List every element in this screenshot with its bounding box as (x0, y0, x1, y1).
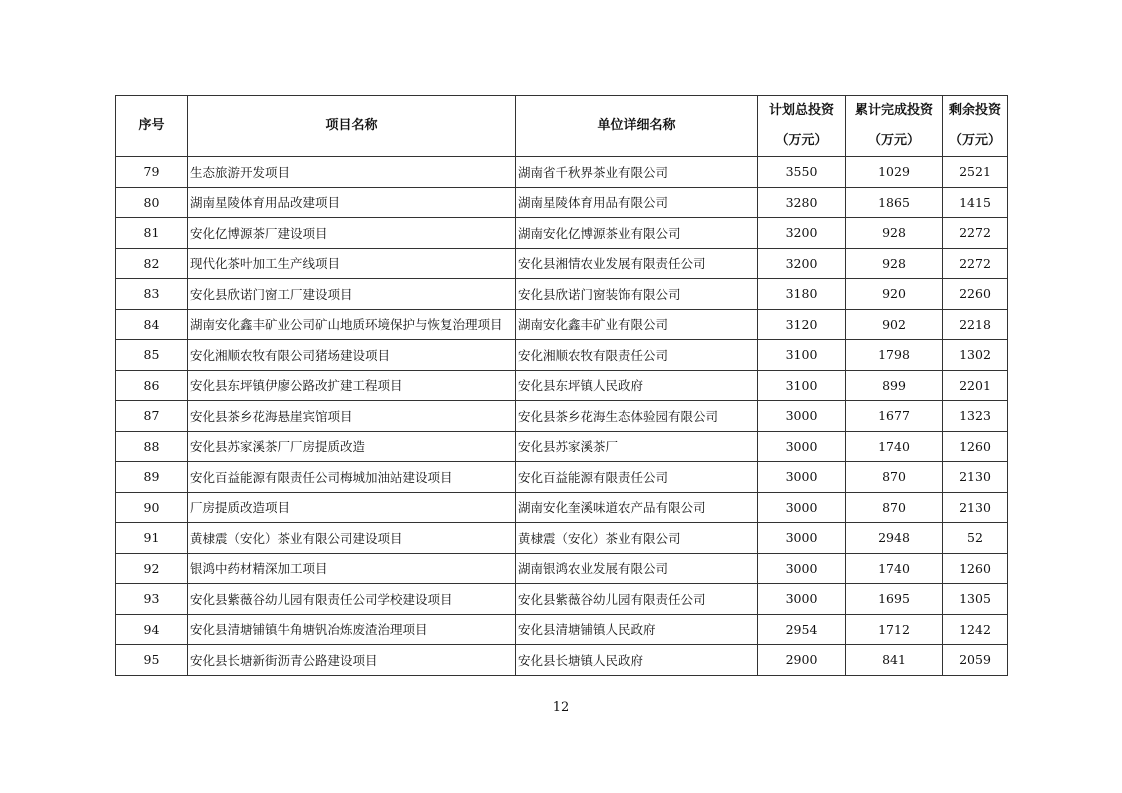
cell-remaining: 2260 (943, 279, 1008, 310)
cell-completed: 928 (846, 218, 943, 249)
table-row (116, 187, 1008, 218)
header-planned: 计划总投资（万元） (758, 96, 846, 157)
cell-project: 安化湘顺农牧有限公司猪场建设项目 (188, 340, 516, 371)
cell-unit: 安化县湘情农业发展有限责任公司 (516, 248, 758, 279)
table-row (116, 553, 1008, 584)
table-row (116, 309, 1008, 340)
cell-no: 89 (116, 462, 188, 493)
cell-planned: 3550 (758, 157, 846, 188)
cell-planned: 3000 (758, 523, 846, 554)
cell-unit: 湖南星陵体育用品有限公司 (516, 187, 758, 218)
cell-completed: 1865 (846, 187, 943, 218)
cell-planned: 2954 (758, 614, 846, 645)
cell-planned: 3000 (758, 584, 846, 615)
cell-remaining: 1260 (943, 553, 1008, 584)
cell-unit: 安化县欣诺门窗装饰有限公司 (516, 279, 758, 310)
cell-remaining: 2130 (943, 492, 1008, 523)
cell-planned: 3120 (758, 309, 846, 340)
cell-remaining: 1415 (943, 187, 1008, 218)
cell-no: 86 (116, 370, 188, 401)
cell-completed: 870 (846, 492, 943, 523)
cell-no: 87 (116, 401, 188, 432)
cell-planned: 3200 (758, 218, 846, 249)
cell-no: 93 (116, 584, 188, 615)
cell-remaining: 1242 (943, 614, 1008, 645)
header-no: 序号 (116, 96, 188, 157)
table-row (116, 431, 1008, 462)
cell-project: 银鸿中药材精深加工项目 (188, 553, 516, 584)
header-project: 项目名称 (188, 96, 516, 157)
cell-unit: 安化县清塘铺镇人民政府 (516, 614, 758, 645)
cell-unit: 安化县长塘镇人民政府 (516, 645, 758, 676)
cell-remaining: 1305 (943, 584, 1008, 615)
cell-planned: 3280 (758, 187, 846, 218)
cell-completed: 899 (846, 370, 943, 401)
cell-completed: 1740 (846, 553, 943, 584)
cell-completed: 841 (846, 645, 943, 676)
cell-unit: 安化湘顺农牧有限责任公司 (516, 340, 758, 371)
cell-no: 95 (116, 645, 188, 676)
cell-unit: 湖南省千秋界茶业有限公司 (516, 157, 758, 188)
cell-project: 安化县苏家溪茶厂厂房提质改造 (188, 431, 516, 462)
header-unit: 单位详细名称 (516, 96, 758, 157)
cell-no: 94 (116, 614, 188, 645)
table-row (116, 645, 1008, 676)
table-row (116, 523, 1008, 554)
cell-remaining: 1323 (943, 401, 1008, 432)
table-header-row (116, 96, 1008, 157)
cell-project: 生态旅游开发项目 (188, 157, 516, 188)
cell-project: 安化县东坪镇伊廖公路改扩建工程项目 (188, 370, 516, 401)
table-row (116, 218, 1008, 249)
cell-unit: 湖南安化亿博源茶业有限公司 (516, 218, 758, 249)
cell-completed: 1740 (846, 431, 943, 462)
table-row (116, 492, 1008, 523)
table-row (116, 248, 1008, 279)
cell-planned: 3000 (758, 401, 846, 432)
cell-completed: 1712 (846, 614, 943, 645)
cell-project: 安化百益能源有限责任公司梅城加油站建设项目 (188, 462, 516, 493)
cell-unit: 湖南安化奎溪味道农产品有限公司 (516, 492, 758, 523)
cell-completed: 1695 (846, 584, 943, 615)
table-row (116, 462, 1008, 493)
table-row (116, 279, 1008, 310)
cell-unit: 安化县紫薇谷幼儿园有限责任公司 (516, 584, 758, 615)
cell-project: 厂房提质改造项目 (188, 492, 516, 523)
cell-unit: 安化县苏家溪茶厂 (516, 431, 758, 462)
table-row (116, 340, 1008, 371)
cell-remaining: 2218 (943, 309, 1008, 340)
cell-planned: 3000 (758, 462, 846, 493)
cell-project: 安化县紫薇谷幼儿园有限责任公司学校建设项目 (188, 584, 516, 615)
cell-planned: 3000 (758, 492, 846, 523)
cell-unit: 安化县茶乡花海生态体验园有限公司 (516, 401, 758, 432)
cell-completed: 2948 (846, 523, 943, 554)
cell-remaining: 2521 (943, 157, 1008, 188)
cell-no: 82 (116, 248, 188, 279)
table-row (116, 157, 1008, 188)
cell-unit: 湖南银鸿农业发展有限公司 (516, 553, 758, 584)
cell-remaining: 52 (943, 523, 1008, 554)
cell-no: 88 (116, 431, 188, 462)
cell-planned: 3100 (758, 340, 846, 371)
cell-no: 81 (116, 218, 188, 249)
cell-remaining: 2201 (943, 370, 1008, 401)
table-row (116, 584, 1008, 615)
cell-completed: 870 (846, 462, 943, 493)
cell-remaining: 1302 (943, 340, 1008, 371)
cell-planned: 3000 (758, 553, 846, 584)
cell-project: 黄棣震（安化）茶业有限公司建设项目 (188, 523, 516, 554)
cell-remaining: 2130 (943, 462, 1008, 493)
header-remaining: 剩余投资（万元） (943, 96, 1008, 157)
cell-completed: 1029 (846, 157, 943, 188)
cell-remaining: 1260 (943, 431, 1008, 462)
cell-no: 92 (116, 553, 188, 584)
cell-no: 79 (116, 157, 188, 188)
cell-project: 湖南安化鑫丰矿业公司矿山地质环境保护与恢复治理项目 (188, 309, 516, 340)
cell-unit: 湖南安化鑫丰矿业有限公司 (516, 309, 758, 340)
cell-no: 83 (116, 279, 188, 310)
header-completed: 累计完成投资（万元） (846, 96, 943, 157)
table-row (116, 401, 1008, 432)
cell-remaining: 2272 (943, 218, 1008, 249)
cell-unit: 黄棣震（安化）茶业有限公司 (516, 523, 758, 554)
page-number: 12 (552, 700, 570, 715)
cell-project: 安化亿博源茶厂建设项目 (188, 218, 516, 249)
cell-project: 安化县茶乡花海悬崖宾馆项目 (188, 401, 516, 432)
cell-no: 84 (116, 309, 188, 340)
cell-unit: 安化县东坪镇人民政府 (516, 370, 758, 401)
table-body (116, 157, 1008, 676)
cell-project: 现代化茶叶加工生产线项目 (188, 248, 516, 279)
cell-remaining: 2059 (943, 645, 1008, 676)
cell-project: 安化县欣诺门窗工厂建设项目 (188, 279, 516, 310)
cell-planned: 3200 (758, 248, 846, 279)
cell-project: 安化县清塘铺镇牛角塘钒冶炼废渣治理项目 (188, 614, 516, 645)
cell-unit: 安化百益能源有限责任公司 (516, 462, 758, 493)
table-row (116, 370, 1008, 401)
cell-completed: 920 (846, 279, 943, 310)
cell-remaining: 2272 (943, 248, 1008, 279)
cell-no: 80 (116, 187, 188, 218)
cell-completed: 1677 (846, 401, 943, 432)
table-row (116, 614, 1008, 645)
cell-planned: 3180 (758, 279, 846, 310)
cell-no: 85 (116, 340, 188, 371)
cell-no: 91 (116, 523, 188, 554)
cell-project: 湖南星陵体育用品改建项目 (188, 187, 516, 218)
cell-completed: 1798 (846, 340, 943, 371)
investment-table (115, 95, 1008, 676)
cell-project: 安化县长塘新街沥青公路建设项目 (188, 645, 516, 676)
cell-completed: 902 (846, 309, 943, 340)
cell-no: 90 (116, 492, 188, 523)
cell-planned: 3100 (758, 370, 846, 401)
cell-planned: 3000 (758, 431, 846, 462)
cell-completed: 928 (846, 248, 943, 279)
cell-planned: 2900 (758, 645, 846, 676)
